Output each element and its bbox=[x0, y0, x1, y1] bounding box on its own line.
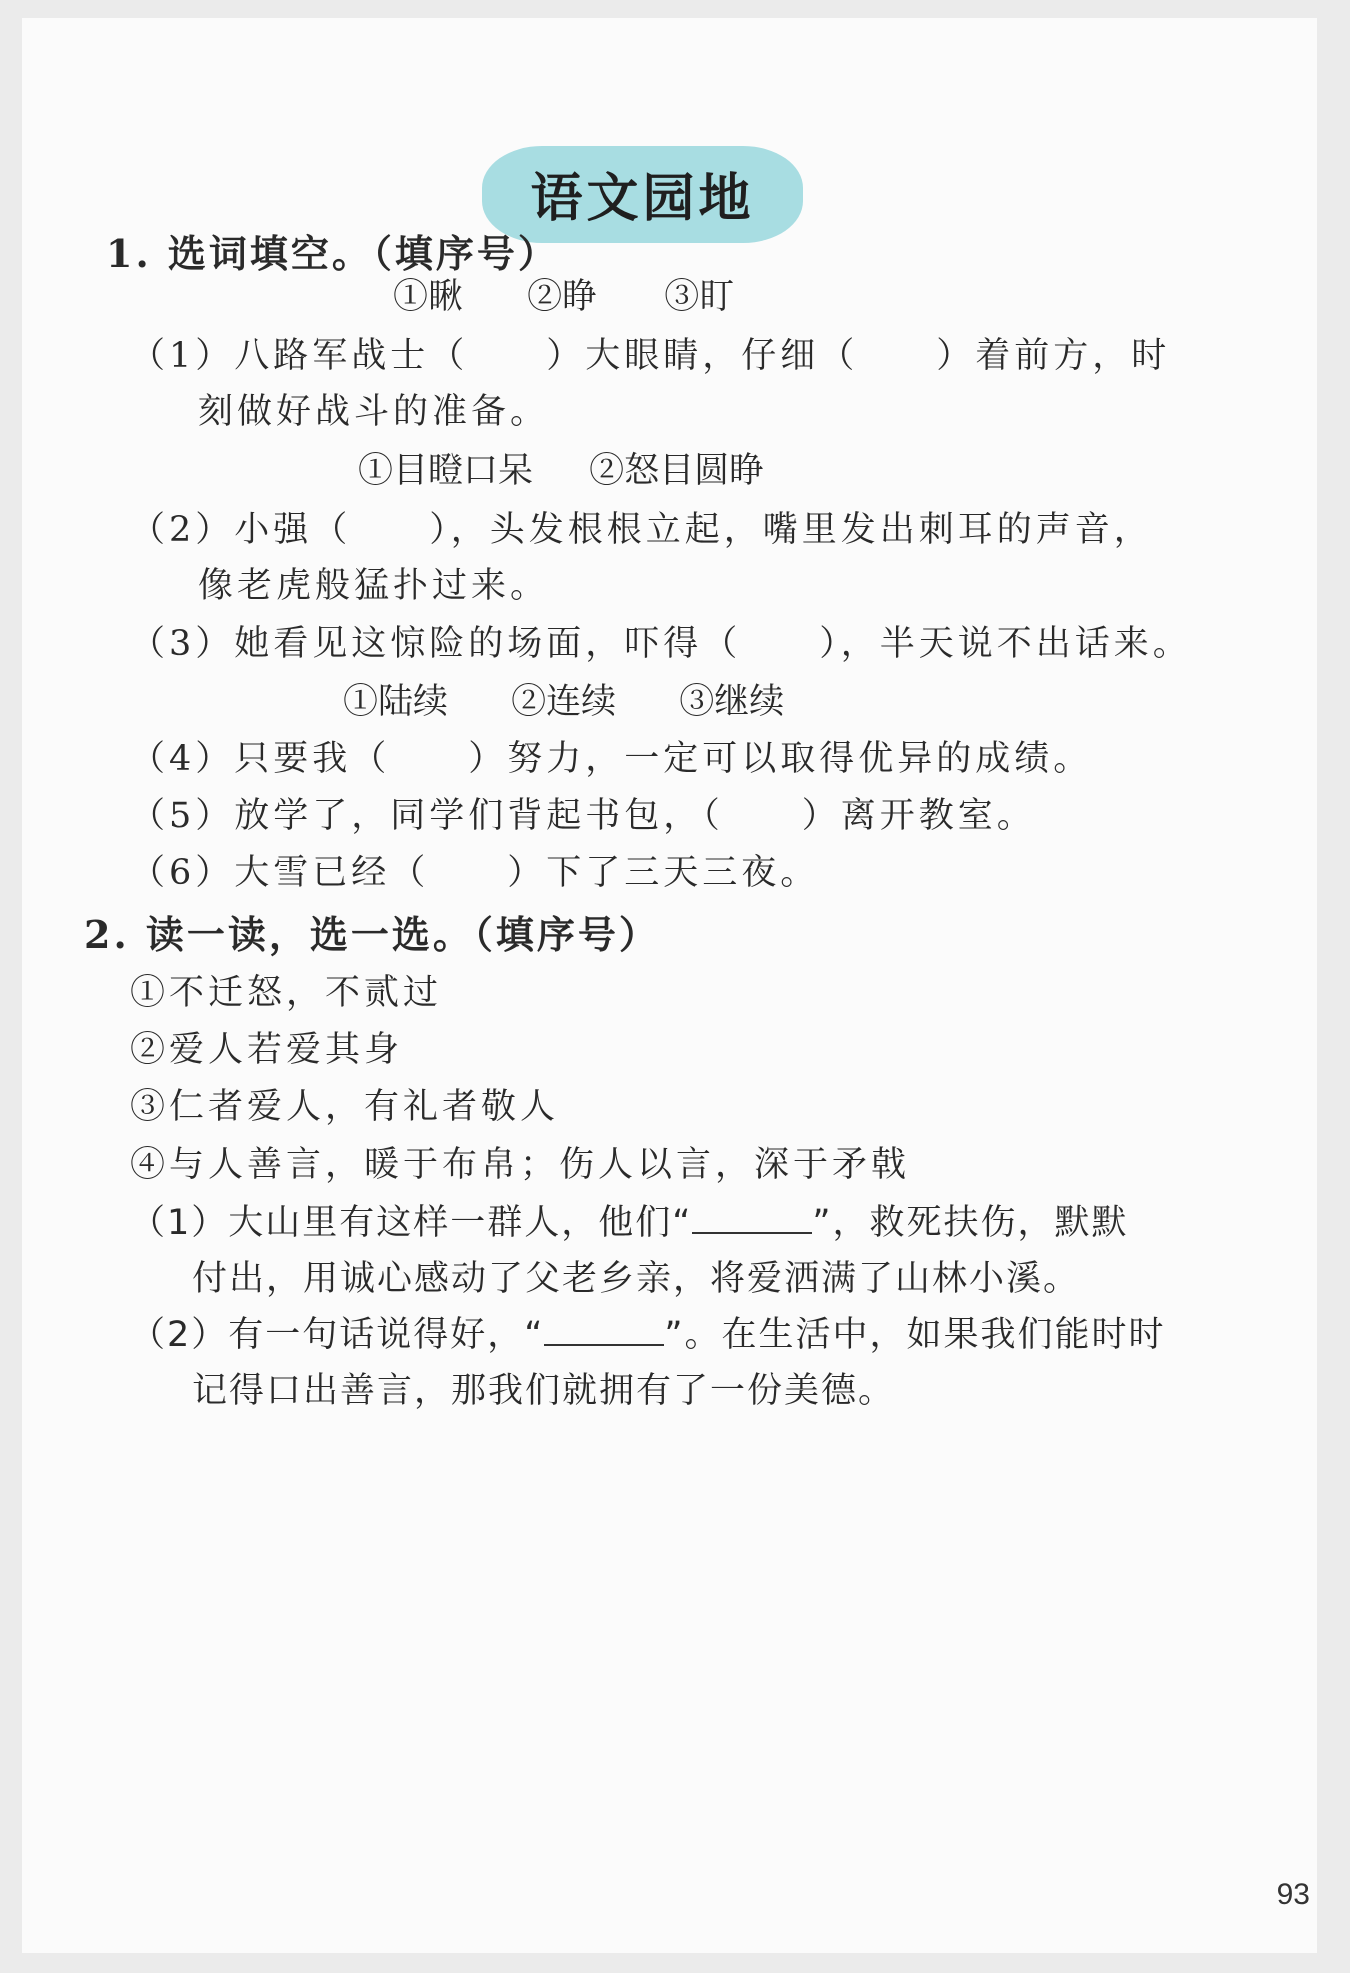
option: ②怒目圆睁 bbox=[589, 451, 765, 491]
section1-item1-line1: （1）八路军战士（ ）大眼睛，仔细（ ）着前方，时 bbox=[130, 336, 1171, 376]
option: ①目瞪口呆 bbox=[358, 451, 534, 491]
option: ②连续 bbox=[511, 682, 617, 722]
option: ③盯 bbox=[664, 277, 735, 317]
section2-option-4: ④与人善言，暖于布帛；伤人以言，深于矛戟 bbox=[130, 1145, 911, 1185]
question1-text-before: （1）大山里有这样一群人，他们“ bbox=[130, 1203, 693, 1243]
question2-answer-blank[interactable] bbox=[544, 1344, 664, 1346]
section1-item2-line1: （2）小强（ ），头发根根立起，嘴里发出刺耳的声音， bbox=[130, 510, 1153, 550]
question2-text-after: ”。在生活中，如果我们能时时 bbox=[664, 1315, 1166, 1355]
page-number: 93 bbox=[1276, 1878, 1310, 1911]
section1-item5: （5）放学了，同学们背起书包，（ ）离开教室。 bbox=[130, 796, 1036, 836]
textbook-page bbox=[22, 18, 1317, 1953]
option: ①陆续 bbox=[343, 682, 449, 722]
section2-option-2: ②爱人若爱其身 bbox=[130, 1030, 404, 1070]
section1-group2-options bbox=[358, 451, 765, 491]
section1-group1-options bbox=[393, 277, 735, 317]
section1-heading: 1. 选词填空。（填序号） bbox=[106, 231, 559, 276]
question2-text-before: （2）有一句话说得好，“ bbox=[130, 1315, 545, 1355]
section1-item1-line2: 刻做好战斗的准备。 bbox=[198, 392, 550, 432]
title-area bbox=[22, 146, 1317, 243]
section2-question2-line1 bbox=[130, 1315, 1166, 1355]
section2-option-3: ③仁者爱人，有礼者敬人 bbox=[130, 1087, 560, 1127]
option: ③继续 bbox=[679, 682, 785, 722]
option: ①瞅 bbox=[393, 277, 464, 317]
option: ②睁 bbox=[527, 277, 598, 317]
page-title: 语文园地 bbox=[482, 146, 802, 243]
question1-answer-blank[interactable] bbox=[692, 1232, 812, 1234]
section2-option-1: ①不迁怒，不贰过 bbox=[130, 973, 443, 1013]
section2-question1-line1 bbox=[130, 1203, 1129, 1243]
section1-group3-options bbox=[343, 682, 785, 722]
question1-text-after: ”，救死扶伤，默默 bbox=[812, 1203, 1129, 1243]
section1-item3: （3）她看见这惊险的场面，吓得（ ），半天说不出话来。 bbox=[130, 624, 1192, 664]
section2-question1-line2: 付出，用诚心感动了父老乡亲，将爱洒满了山林小溪。 bbox=[192, 1259, 1081, 1299]
section2-question2-line2: 记得口出善言，那我们就拥有了一份美德。 bbox=[192, 1371, 896, 1411]
section1-item4: （4）只要我（ ）努力，一定可以取得优异的成绩。 bbox=[130, 739, 1093, 779]
section1-item2-line2: 像老虎般猛扑过来。 bbox=[198, 566, 550, 606]
section2-heading: 2. 读一读，选一选。（填序号） bbox=[84, 912, 660, 957]
section1-item6: （6）大雪已经（ ）下了三天三夜。 bbox=[130, 853, 820, 893]
